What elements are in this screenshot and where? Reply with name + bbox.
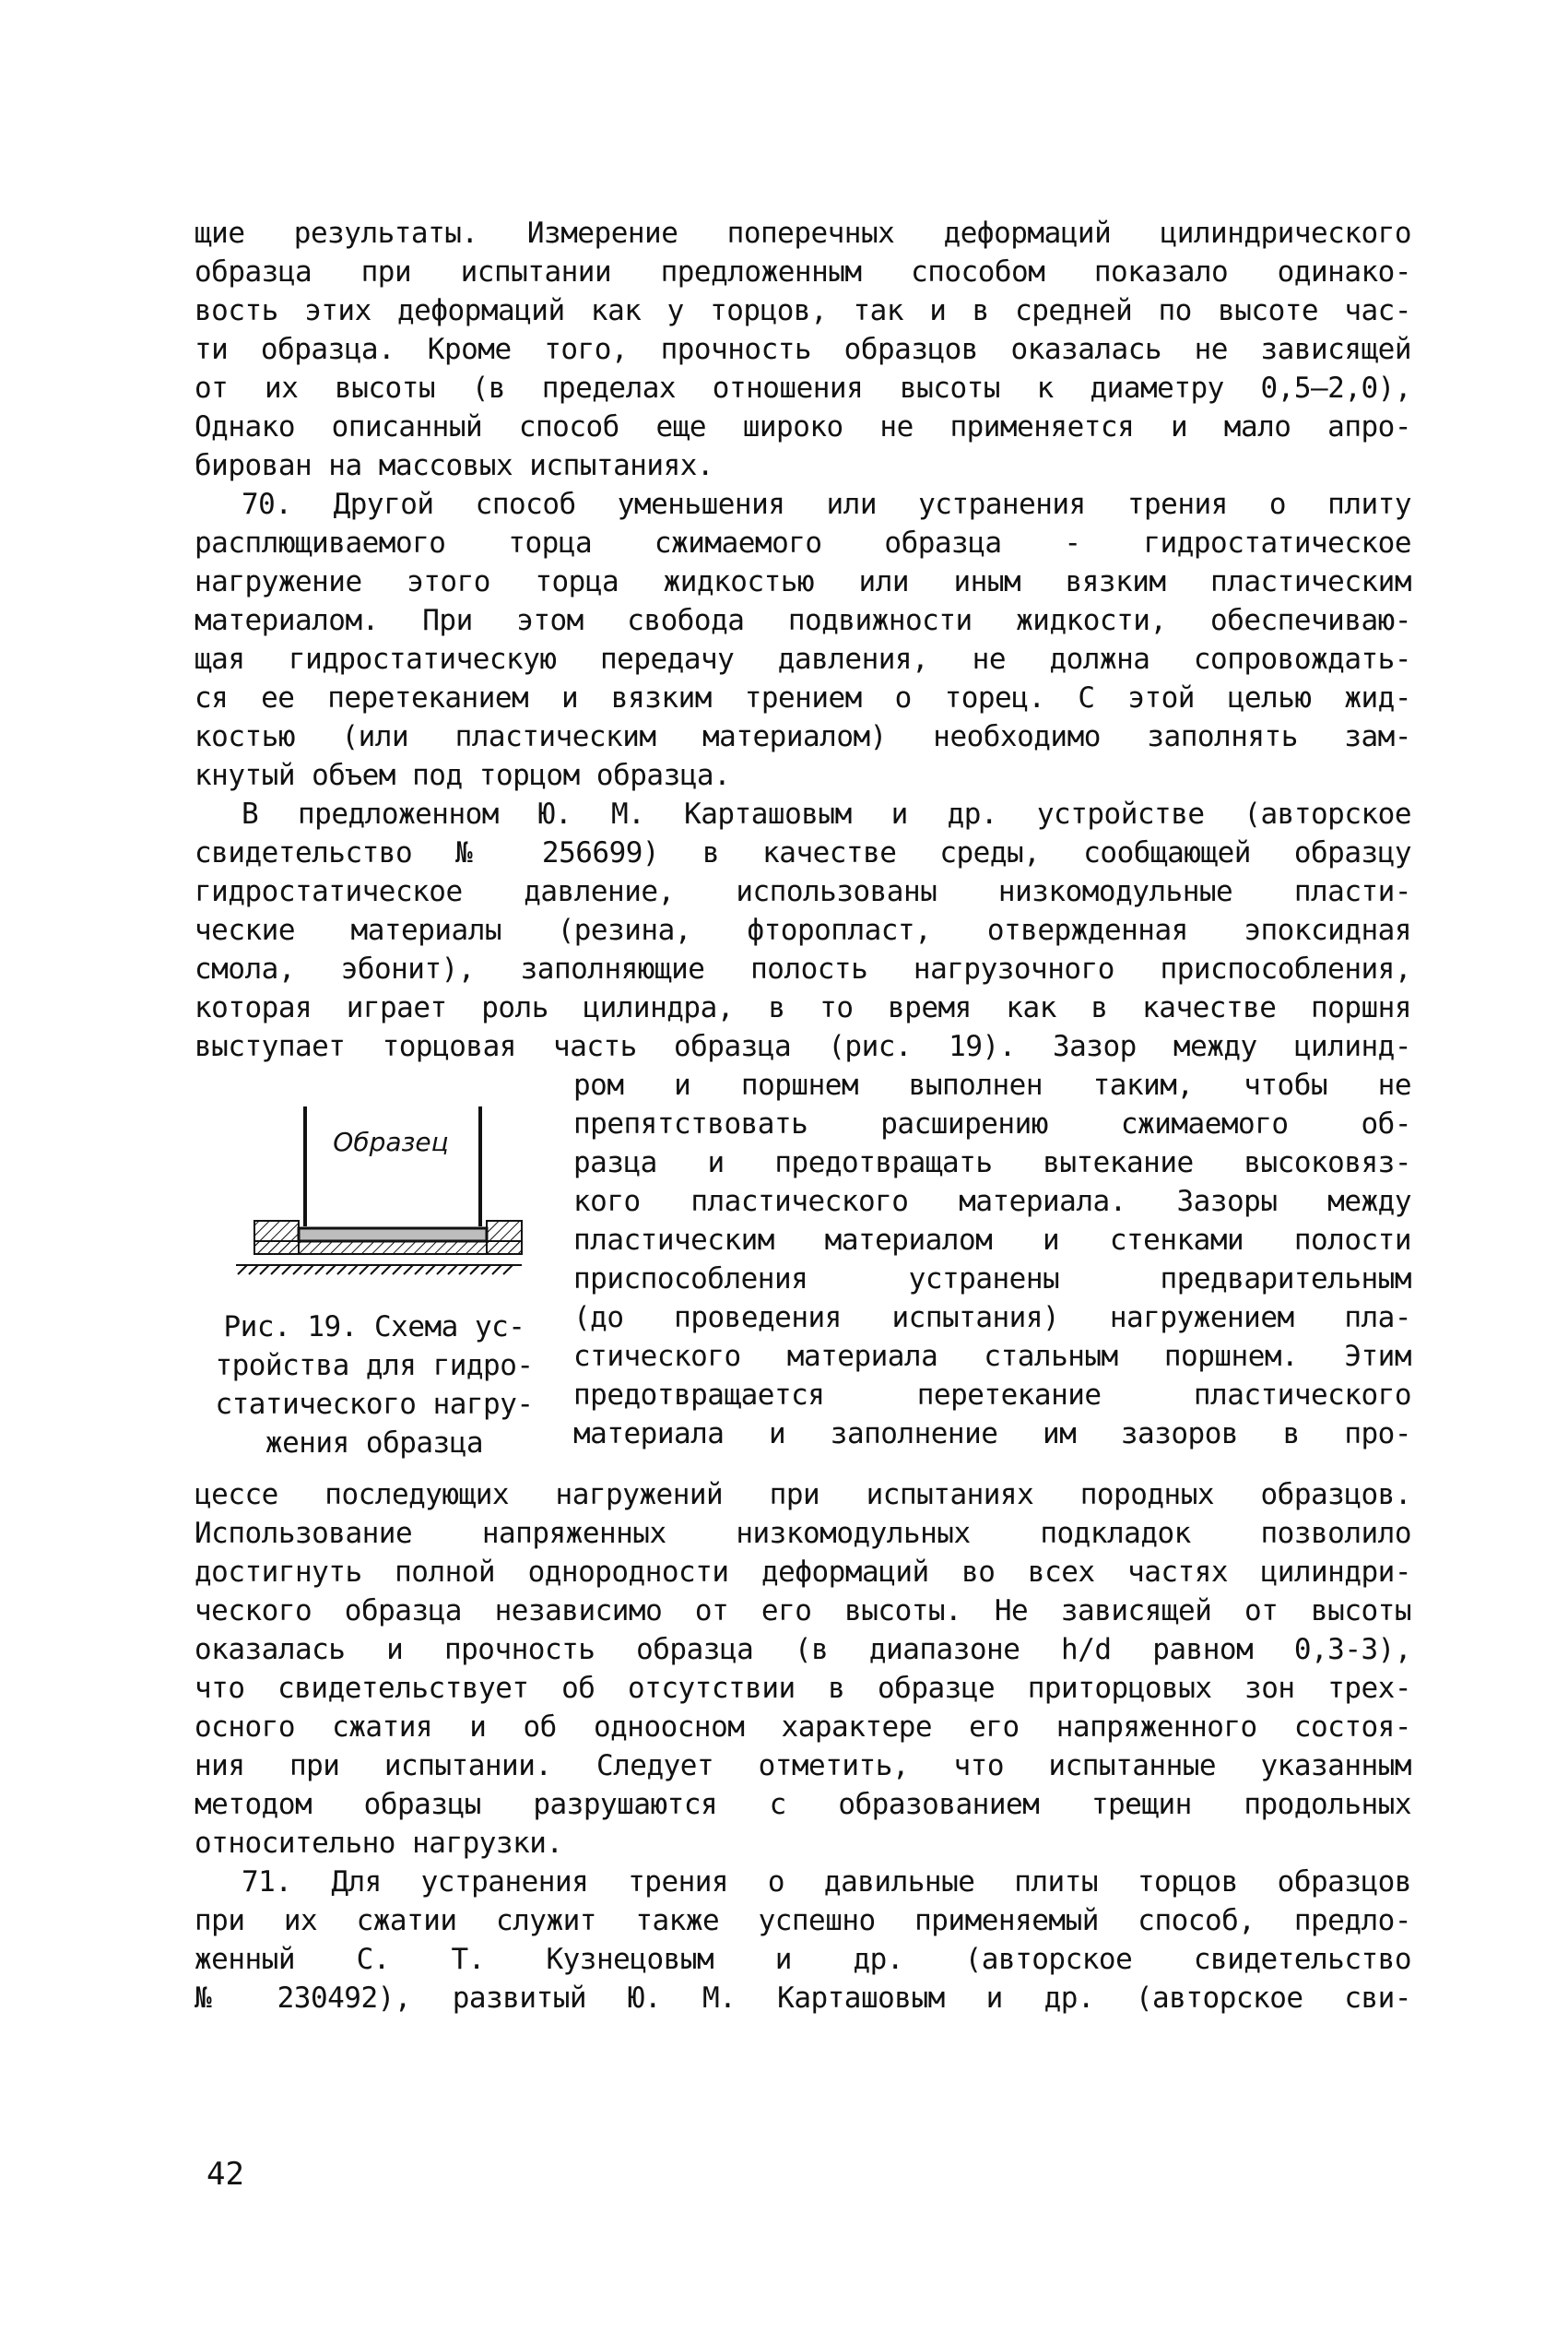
text-line: смола, эбонит), заполняющие полость нагрузочного приспособления, bbox=[195, 953, 1411, 986]
figure-caption: Рис. 19. Схема ус- bbox=[223, 1310, 525, 1343]
text-line: ром и поршнем выполнен таким, чтобы не bbox=[573, 1069, 1411, 1102]
figure-caption: жения образца bbox=[265, 1426, 484, 1460]
figure-caption: статического нагру- bbox=[215, 1388, 534, 1421]
paragraph-start: 71. Для устранения трения о давильные плиты торцов образцов bbox=[242, 1865, 1411, 1899]
text-line: материала и заполнение им зазоров в про- bbox=[573, 1417, 1411, 1450]
text-line: пластическим материалом и стенками полости bbox=[573, 1224, 1411, 1257]
text-line: предотвращается перетекание пластического bbox=[573, 1378, 1411, 1412]
figure-caption: тройства для гидро- bbox=[215, 1349, 534, 1382]
text-line: ти образца. Кроме того, прочность образцов оказалась не зависящей bbox=[195, 333, 1411, 366]
text-line: относительно нагрузки. bbox=[195, 1827, 563, 1860]
text-line: расплющиваемого торца сжимаемого образца - гидростатическое bbox=[195, 527, 1411, 560]
text-line: щие результаты. Измерение поперечных деформаций цилиндрического bbox=[195, 217, 1411, 250]
text-line: костью (или пластическим материалом) необходимо заполнять зам- bbox=[195, 720, 1411, 753]
text-line: выступает торцовая часть образца (рис. 19). Зазор между цилинд- bbox=[195, 1030, 1411, 1063]
text-line: цессе последующих нагружений при испытаниях породных образцов. bbox=[195, 1478, 1411, 1511]
text-line: кнутый объем под торцом образца. bbox=[195, 759, 731, 792]
text-line: при их сжатии служит также успешно применяемый способ, предло- bbox=[195, 1904, 1411, 1937]
text-line: оказалась и прочность образца (в диапазоне h/d равном 0,3-3), bbox=[195, 1633, 1411, 1666]
text-line: что свидетельствует об отсутствии в образце приторцовых зон трех- bbox=[195, 1672, 1411, 1705]
text-line: вость этих деформаций как у торцов, так и в средней по высоте час- bbox=[195, 294, 1411, 327]
paragraph-start: В предложенном Ю. М. Карташовым и др. устройстве (авторское bbox=[242, 798, 1411, 831]
text-line: ся ее перетеканием и вязким трением о торец. С этой целью жид- bbox=[195, 681, 1411, 715]
figure-19-diagram bbox=[227, 1106, 531, 1296]
text-line: кого пластического материала. Зазоры между bbox=[573, 1185, 1411, 1218]
text-line: Однако описанный способ еще широко не применяется и мало апро- bbox=[195, 410, 1411, 444]
text-line: осного сжатия и об одноосном характере его напряженного состоя- bbox=[195, 1710, 1411, 1744]
text-line: гидростатическое давление, использованы низкомодульные пласти- bbox=[195, 875, 1411, 908]
text-line: достигнуть полной однородности деформаций во всех частях цилиндри- bbox=[195, 1556, 1411, 1589]
text-line: свидетельство № 256699) в качестве среды, сообщающей образцу bbox=[195, 836, 1411, 870]
text-line: нагружение этого торца жидкостью или иным вязким пластическим bbox=[195, 565, 1411, 598]
page-number: 42 bbox=[206, 2156, 244, 2193]
text-line: разца и предотвращать вытекание высоковяз- bbox=[573, 1146, 1411, 1179]
text-line: препятствовать расширению сжимаемого об- bbox=[573, 1107, 1411, 1141]
text-line: щая гидростатическую передачу давления, не должна сопровождать- bbox=[195, 643, 1411, 676]
text-line: методом образцы разрушаются с образованием трещин продольных bbox=[195, 1788, 1411, 1821]
paragraph-start: 70. Другой способ уменьшения или устранения трения о плиту bbox=[242, 488, 1411, 521]
text-line: образца при испытании предложенным способом показало одинако- bbox=[195, 255, 1411, 289]
figure-label: Образец bbox=[333, 1127, 449, 1157]
text-line: № 230492), развитый Ю. М. Карташовым и др. (авторское сви- bbox=[195, 1982, 1411, 2015]
text-line: от их высоты (в пределах отношения высоты к диаметру 0,5–2,0), bbox=[195, 372, 1411, 405]
text-line: которая играет роль цилиндра, в то время как в качестве поршня bbox=[195, 991, 1411, 1024]
text-line: материалом. При этом свобода подвижности жидкости, обеспечиваю- bbox=[195, 604, 1411, 637]
text-line: приспособления устранены предварительным bbox=[573, 1262, 1411, 1296]
text-line: ния при испытании. Следует отметить, что испытанные указанным bbox=[195, 1749, 1411, 1782]
text-line: (до проведения испытания) нагружением пла- bbox=[573, 1301, 1411, 1334]
text-line: ческого образца независимо от его высоты. Не зависящей от высоты bbox=[195, 1594, 1411, 1627]
text-line: Использование напряженных низкомодульных подкладок позволило bbox=[195, 1517, 1411, 1550]
text-line: бирован на массовых испытаниях. bbox=[195, 449, 714, 482]
text-line: стического материала стальным поршнем. Этим bbox=[573, 1340, 1411, 1373]
text-line: женный С. Т. Кузнецовым и др. (авторское свидетельство bbox=[195, 1943, 1411, 1976]
text-line: ческие материалы (резина, фторопласт, отвержденная эпоксидная bbox=[195, 914, 1411, 947]
